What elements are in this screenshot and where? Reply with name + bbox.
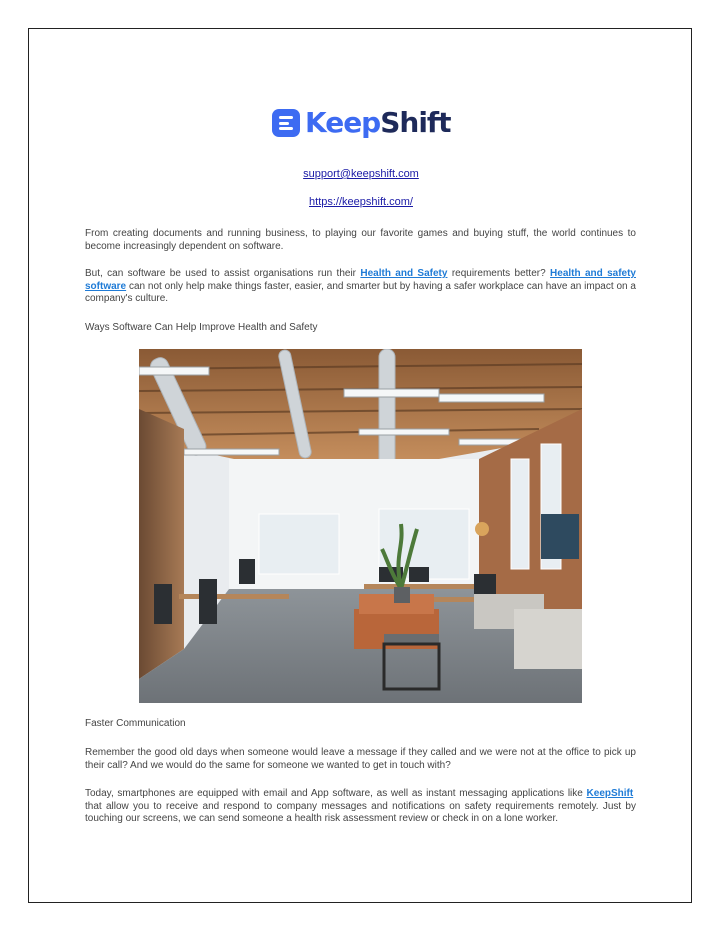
keepshift-link[interactable]: KeepShift (586, 788, 634, 799)
section-heading-faster-communication: Faster Communication (85, 718, 186, 729)
health-safety-paragraph: But, can software be used to assist organisations run their Health and Safety requirements better? Health and safety software can not only help make things faster, easier, and smarter but by having a safer workplace can have an impact on a company's culture. (85, 268, 636, 304)
keepshift-logo (272, 105, 451, 141)
health-safety-software-link[interactable]: Health and safety software (85, 268, 636, 292)
email-line (29, 168, 693, 180)
good-old-days-paragraph: Remember the good old days when someone would leave a message if they called and we were not at the office to pick up their call? And we would do the same for someone we wanted to get in touch with? (85, 747, 636, 771)
email-link[interactable]: support@keepshift.com (303, 168, 419, 180)
website-link[interactable]: https://keepshift.com/ (309, 196, 413, 208)
intro-paragraph: From creating documents and running business, to playing our favorite games and buying stuff, the world continues to become increasingly dependent on software. (85, 228, 636, 252)
section-heading-ways: Ways Software Can Help Improve Health and Safety (85, 322, 318, 333)
keepshift-logo-icon (272, 109, 300, 137)
health-and-safety-link[interactable]: Health and Safety (360, 268, 448, 279)
logo-wordmark: KeepShift (305, 106, 451, 139)
document-page (28, 28, 692, 903)
office-photo (139, 349, 582, 703)
website-line (29, 196, 693, 208)
smartphones-paragraph: Today, smartphones are equipped with email and App software, as well as instant messaging applications like KeepShift that allow you to receive and respond to company messages and notifications on safety requirements remotely. Just by touching our screens, we can send someone a health risk assessment review or check in on a lone worker. (85, 788, 636, 824)
